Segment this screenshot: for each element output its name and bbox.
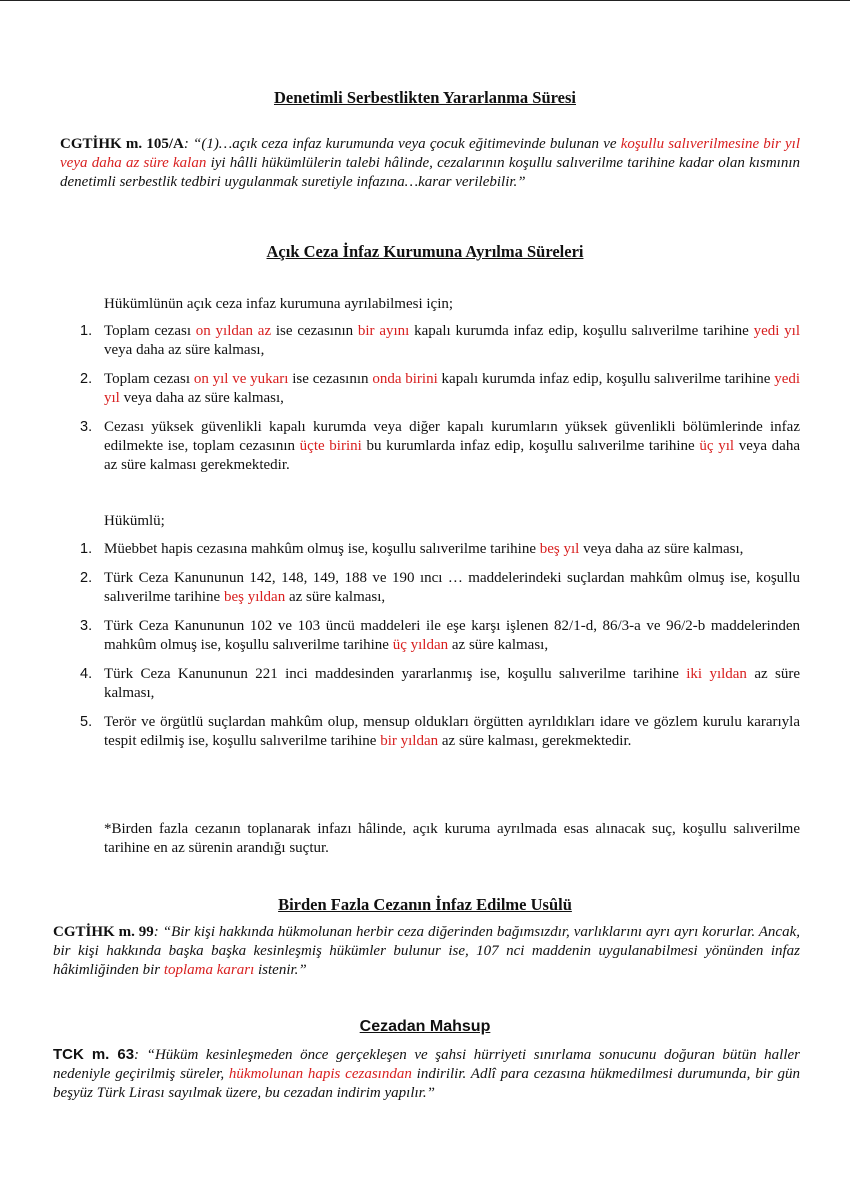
- list-number: 1.: [80, 323, 93, 339]
- list-item: [60, 370, 800, 408]
- item-text: Toplam cezası: [104, 323, 196, 339]
- section-title-acik-ceza: Açık Ceza İnfaz Kurumuna Ayrılma Süreleri: [266, 242, 584, 261]
- paragraph-cgtihk-99: [53, 923, 800, 980]
- separator: :: [183, 136, 194, 152]
- highlight-text: toplama kararı: [163, 962, 255, 978]
- quote-text: “Hüküm kesinleşmeden önce gerçekleşen ve şahsi hürriyeti sınırlama sonucunu doğuran bütün haller nedeniyle geçirilmiş süreler,: [53, 1047, 800, 1082]
- highlight-text: bir yıldan: [380, 733, 439, 749]
- quote-text: “(1)…açık ceza infaz kurumunda veya çocuk eğitimevinde bulunan ve: [193, 136, 621, 152]
- highlight-text: bir ayını: [357, 323, 410, 339]
- highlight-text: koşullu salıverilmesine bir yıl veya daha az süre kalan: [60, 136, 800, 171]
- list-item: [60, 713, 800, 751]
- list-item: [60, 322, 800, 360]
- list-number: 3.: [80, 618, 93, 634]
- highlight-text: iki yıldan: [686, 666, 747, 682]
- highlight-text: hükmolunan hapis cezasından: [228, 1066, 412, 1082]
- quote-text: “Bir kişi hakkında hükmolunan herbir ceza diğerinden bağımsızdır, varlıklarını ayrı ayrı korurlar. Ancak, bir kişi hakkında başka başka kesinleşmiş hükümler bulunur ise, 107 nci maddenin uygulanabilmesi yönünden infaz hâkimliğinden bir: [53, 924, 800, 978]
- item-text: Terör ve örgütlü suçlardan mahkûm olup, mensup oldukları örgütten ayrıldıkları idare ve gözlem kurulu kararıyla tespit edilmiş ise, koşullu salıverilme tarihine: [104, 714, 800, 749]
- item-text: veya daha az süre kalması gerekmektedir.: [104, 438, 800, 473]
- open-institution-list: [60, 322, 800, 475]
- highlight-text: üç yıldan: [392, 637, 449, 653]
- law-reference: CGTİHK m. 105/A: [60, 136, 184, 152]
- list-item: [60, 617, 800, 655]
- item-text: ise cezasının: [271, 323, 358, 339]
- footnote: *Birden fazla cezanın toplanarak infazı hâlinde, açık kuruma ayrılmada esas alınacak suç, koşullu salıverilme tarihine en az sürenin arandığı suçtur.: [104, 821, 800, 856]
- separator: :: [153, 924, 163, 940]
- highlight-text: yedi yıl: [104, 371, 801, 406]
- item-text: Türk Ceza Kanununun 142, 148, 149, 188 ve 190 ıncı … maddelerindeki suçlardan mahkûm olmuş ise, koşullu salıverilme tarihine: [104, 570, 800, 605]
- item-text: Cezası yüksek güvenlikli kapalı kurumda veya diğer kapalı kurumların yüksek güvenlikli bölümlerinde infaz edilmekte ise, toplam cezasının: [104, 419, 800, 454]
- item-text: veya daha az süre kalması,: [119, 390, 284, 406]
- item-text: az süre kalması,: [285, 589, 386, 605]
- highlight-text: üçte birini: [299, 438, 362, 454]
- highlight-text: yedi yıl: [753, 323, 801, 339]
- list-item: [60, 540, 800, 559]
- separator: :: [134, 1047, 147, 1063]
- law-reference: CGTİHK m. 99: [53, 924, 154, 940]
- highlight-text: beş yıldan: [223, 589, 286, 605]
- list-item: [60, 665, 800, 703]
- item-text: Türk Ceza Kanununun 102 ve 103 üncü maddeleri ile eşe karşı işlenen 82/1-d, 86/3-a ve 96/2-b maddelerinden mahkûm olmuş ise, koşullu salıverilme tarihine: [104, 618, 800, 653]
- list-intro: Hükümlü;: [104, 513, 165, 529]
- paragraph-tck-63: [53, 1045, 800, 1103]
- list-item: [60, 569, 800, 607]
- item-text: veya daha az süre kalması,: [579, 541, 744, 557]
- list-number: 4.: [80, 666, 93, 682]
- item-text: az süre kalması,: [104, 666, 800, 701]
- list-number: 3.: [80, 419, 93, 435]
- item-text: Toplam cezası: [104, 371, 194, 387]
- highlight-text: on yıldan az: [195, 323, 272, 339]
- item-text: az süre kalması,: [448, 637, 549, 653]
- item-text: ise cezasının: [288, 371, 373, 387]
- quote-text: istenir.”: [254, 962, 307, 978]
- item-text: Türk Ceza Kanununun 221 inci maddesinden yararlanmış ise, koşullu salıverilme tarihine: [104, 666, 687, 682]
- item-text: Müebbet hapis cezasına mahkûm olmuş ise, koşullu salıverilme tarihine: [104, 541, 540, 557]
- item-text: veya daha az süre kalması,: [104, 342, 265, 358]
- list-number: 2.: [80, 570, 93, 586]
- list-item: [60, 418, 800, 475]
- section-title-denetimli: Denetimli Serbestlikten Yararlanma Süresi: [273, 88, 577, 107]
- convict-list: [60, 540, 800, 751]
- highlight-text: üç yıl: [699, 438, 735, 454]
- list-number: 2.: [80, 371, 93, 387]
- top-border-line: [0, 0, 850, 1]
- list-intro: Hükümlünün açık ceza infaz kurumuna ayrılabilmesi için;: [104, 296, 454, 312]
- highlight-text: onda birini: [372, 371, 438, 387]
- highlight-text: beş yıl: [539, 541, 580, 557]
- section-title-cezadan-mahsup: Cezadan Mahsup: [359, 1018, 491, 1035]
- item-text: az süre kalması, gerekmektedir.: [438, 733, 632, 749]
- item-text: kapalı kurumda infaz edip, koşullu salıverilme tarihine: [409, 323, 754, 339]
- item-text: kapalı kurumda infaz edip, koşullu salıverilme tarihine: [437, 371, 775, 387]
- highlight-text: on yıl ve yukarı: [193, 371, 289, 387]
- list-number: 1.: [80, 541, 93, 557]
- quote-text: indirilir. Adlî para cezasına hükmedilmesi durumunda, bir gün beşyüz Türk Lirası sayılmak üzere, bu cezadan indirim yapılır.”: [53, 1066, 801, 1101]
- list-number: 5.: [80, 714, 93, 730]
- section-title-birden-fazla: Birden Fazla Cezanın İnfaz Edilme Usûlü: [278, 895, 572, 914]
- law-reference: TCK m. 63: [53, 1046, 135, 1063]
- quote-text: iyi hâlli hükümlülerin talebi hâlinde, cezalarının koşullu salıverilme tarihine kadar olan kısmının denetimli serbestlik tedbiri uygulanmak suretiyle infazına…karar verilebilir.”: [60, 155, 800, 190]
- paragraph-cgtihk-105a: [60, 135, 800, 192]
- item-text: bu kurumlarda infaz edip, koşullu salıverilme tarihine: [361, 438, 700, 454]
